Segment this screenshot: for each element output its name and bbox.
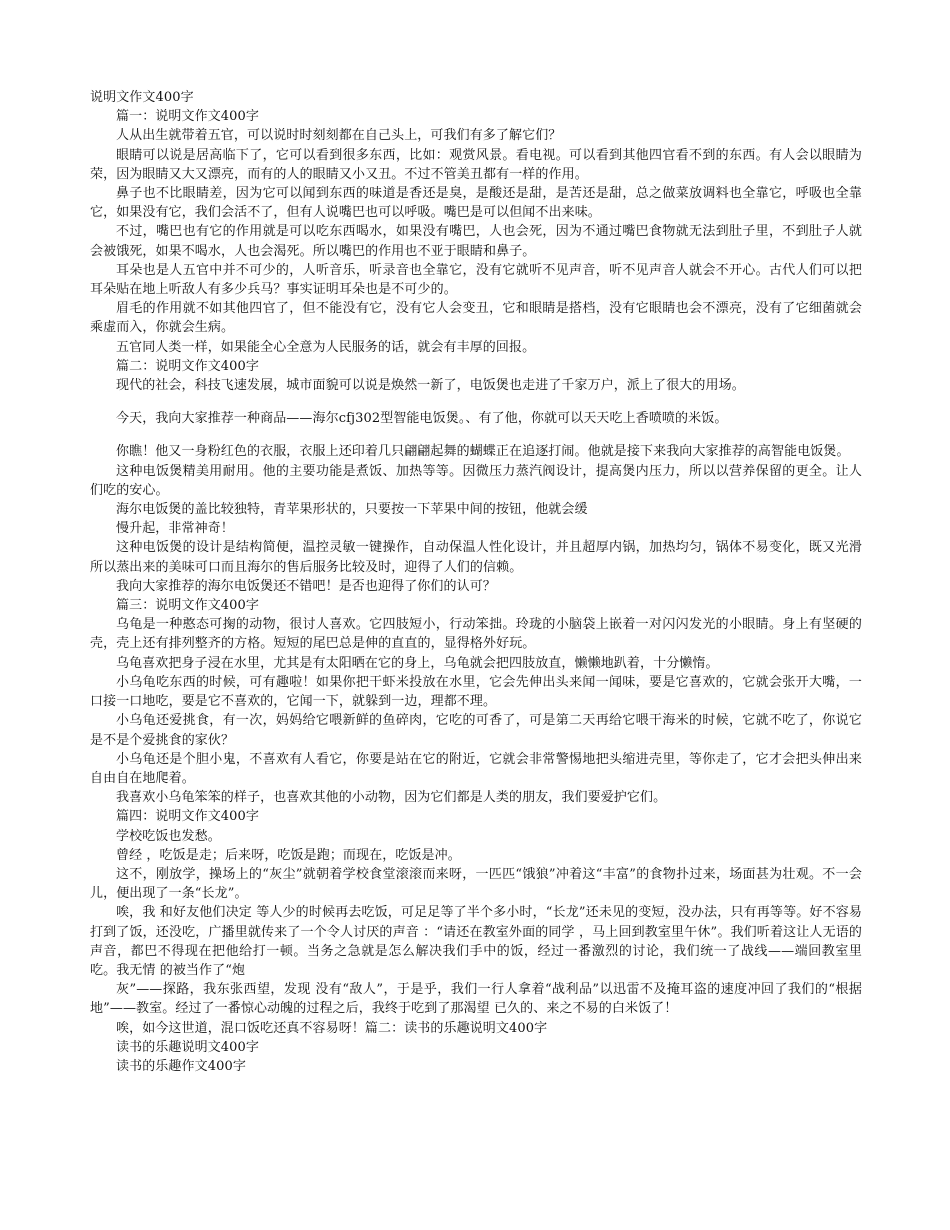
document-body [90,88,862,1076]
paragraph: 灰”——探路，我东张西望，发现 没有“敌人”，于是乎，我们一行人拿着“战利品”以迅雷不及掩耳盗的速度冲回了我们的“根据地”——教室。经过了一番惊心动魄的过程之后，我终于吃到了那渴望 已久的、来之不易的白米饭了！ [90,982,862,1017]
paragraph: 小乌龟还爱挑食，有一次，妈妈给它喂新鲜的鱼碎肉，它吃的可香了，可是第二天再给它喂干海米的时候，它就不吃了，你说它是不是个爱挑食的家伙？ [90,713,862,748]
paragraph: 不过，嘴巴也有它的作用就是可以吃东西喝水，如果没有嘴巴，人也会死，因为不通过嘴巴食物就无法到肚子里，不到肚子人就会被饿死，如果不喝水，人也会渴死。所以嘴巴的作用也不亚于眼睛和鼻子。 [90,224,862,259]
paragraph: 小乌龟吃东西的时候，可有趣啦！如果你把干虾米投放在水里，它会先伸出头来闻一闻味，要是它喜欢的，它就会张开大嘴，一口接一口地吃，要是它不喜欢的，它闻一下，就躲到一边，理都不理。 [90,674,862,710]
paragraph: 这种电饭煲精美用耐用。他的主要功能是煮饭、加热等等。因微压力蒸汽阀设计，提高煲内压力，所以以营养保留的更全。让人们吃的安心。 [90,463,862,498]
paragraph: 这种电饭煲的设计是结构简便，温控灵敏一键操作，自动保温人性化设计，并且超厚内锅，加热均匀，锅体不易变化，既又光滑所以蒸出来的美味可口而且海尔的售后服务比较及时，迎得了人们的信赖。 [90,540,862,575]
paragraph: 唉，我 和好友他们决定 等人少的时候再去吃饭，可足足等了半个多小时，“长龙”还未见的变短，没办法，只有再等等。好不容易打到了饭，还没吃，广播里就传来了一个令人讨厌的声音 ：“请还在教室外面的同学 ，马上回到教室里午休”。我们听着这让人无语的声音，都巴不得现在把他给打一顿。当务之急就是怎么解决我们手中的饭，经过一番激烈的讨论，我们统一了战线——端回教室里吃。我无情 的被当作了“炮 [90,905,862,978]
paragraph: 读书的乐趣作文400字 [116,1058,246,1074]
paragraph: 鼻子也不比眼睛差，因为它可以闻到东西的味道是香还是臭，是酸还是甜，是苦还是甜，总之做菜放调料也全靠它，呼吸也全靠它，如果没有它，我们会活不了，但有人说嘴巴也可以呼吸。嘴巴是可以但闻不出来味。 [90,186,862,221]
paragraph: 唉，如今这世道，混口饭吃还真不容易呀！篇二：读书的乐趣说明文400字 [116,1020,548,1036]
paragraph: 学校吃饭也发愁。 [116,828,221,844]
paragraph: 五官同人类一样，如果能全心全意为人民服务的话，就会有丰厚的回报。 [116,339,536,355]
paragraph: 海尔电饭煲的盖比较独特，青苹果形状的，只要按一下苹果中间的按钮，他就会缓 [116,502,588,518]
paragraph: 眉毛的作用就不如其他四官了，但不能没有它，没有它人会变丑，它和眼睛是搭档，没有它眼睛也会不漂亮，没有了它细菌就会乘虚而入，你就会生病。 [90,301,862,336]
paragraph: 我喜欢小乌龟笨笨的样子，也喜欢其他的小动物，因为它们都是人类的朋友，我们要爱护它们。 [116,790,667,806]
section-heading-4: 篇四：说明文作文400字 [116,809,260,825]
paragraph: 乌龟是一种憨态可掬的动物，很讨人喜欢。它四肢短小，行动笨拙。玲珑的小脑袋上嵌着一对闪闪发光的小眼睛。身上有坚硬的壳，壳上还有排列整齐的方格。短短的尾巴总是伸的直直的，显得格外好玩。 [90,617,862,652]
paragraph: 你瞧！他又一身粉红色的衣服，衣服上还印着几只翩翩起舞的蝴蝶正在追逐打闹。他就是接下来我向大家推荐的高智能电饭煲。 [116,444,850,460]
paragraph: 慢升起，非常神奇！ [116,521,234,537]
paragraph: 今天，我向大家推荐一种商品——海尔cfj302型智能电饭煲。、有了他，你就可以天天吃上香喷喷的米饭。 [116,411,728,427]
paragraph: 乌龟喜欢把身子浸在水里，尤其是有太阳晒在它的身上，乌龟就会把四肢放直，懒懒地趴着，十分懒惰。 [116,655,719,671]
section-heading-1: 篇一：说明文作文400字 [116,109,260,125]
section-heading-2: 篇二：说明文作文400字 [116,358,260,374]
paragraph: 眼睛可以说是居高临下了，它可以看到很多东西，比如：观赏风景。看电视。可以看到其他四官看不到的东西。有人会以眼睛为荣，因为眼睛又大又漂亮，而有的人的眼睛又小又丑。不过不管美丑都有一样的作用。 [90,147,862,182]
paragraph: 现代的社会，科技飞速发展，城市面貌可以说是焕然一新了，电饭煲也走进了千家万户，派上了很大的用场。 [116,378,745,394]
paragraph: 这不，刚放学，操场上的“灰尘”就朝着学校食堂滚滚而来呀，一匹匹“饿狼”冲着这“丰富”的食物扑过来，场面甚为壮观。不一会儿，便出现了一条“长龙”。 [90,866,862,902]
paragraph: 曾经 ，吃饭是走；后来呀，吃饭是跑；而现在，吃饭是冲。 [116,847,461,863]
paragraph: 小乌龟还是个胆小鬼，不喜欢有人看它，你要是站在它的附近，它就会非常警惕地把头缩进壳里，等你走了，它才会把头伸出来自由自在地爬着。 [90,751,862,786]
paragraph: 我向大家推荐的海尔电饭煲还不错吧！是否也迎得了你们的认可？ [116,578,496,594]
paragraph: 人从出生就带着五官，可以说时时刻刻都在自己头上，可我们有多了解它们？ [116,128,562,144]
section-heading-5: 读书的乐趣说明文400字 [116,1039,260,1055]
document-title: 说明文作文400字 [90,90,194,105]
section-heading-3: 篇三：说明文作文400字 [116,598,260,614]
paragraph: 耳朵也是人五官中并不可少的，人听音乐，听录音也全靠它，没有它就听不见声音，听不见声音人就会不开心。古代人们可以把耳朵贴在地上听敌人有多少兵马？事实证明耳朵也是不可少的。 [90,262,862,298]
